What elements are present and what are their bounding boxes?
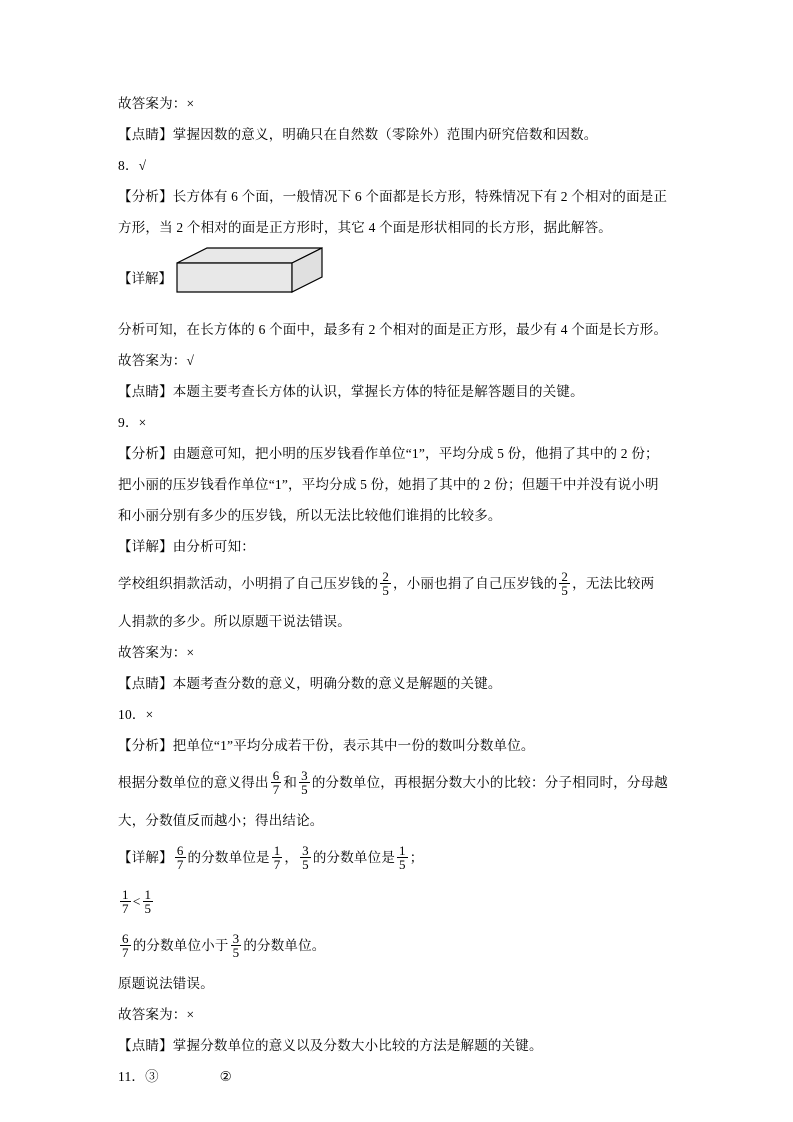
text-segment: ， (284, 850, 299, 865)
fraction-denominator: 5 (232, 945, 240, 961)
text-line: 故答案为：× (118, 645, 195, 660)
fraction-numerator: 1 (399, 842, 406, 858)
fraction-text-line (118, 836, 675, 880)
text-segment: 【详解】 (118, 850, 173, 865)
fraction-text-line (118, 761, 675, 805)
fraction-numerator: 6 (176, 842, 184, 858)
text-line: 【分析】把单位“1”平均分成若干份，表示其中一份的数叫分数单位。 (118, 738, 535, 753)
text-line: 分析可知，在长方体的 6 个面中，最多有 2 个相对的面是正方形，最少有 4 个面是长方形。 (118, 322, 668, 337)
cuboid-diagram (176, 247, 324, 310)
text-segment: ② (219, 1069, 232, 1084)
text-line: 故答案为：× (118, 1007, 195, 1022)
fraction-six-sevenths (120, 932, 131, 960)
fraction-numerator: 1 (122, 886, 129, 902)
text-line: 原题说法错误。 (118, 976, 214, 991)
text-line: 10．× (118, 707, 154, 722)
fraction-numerator: 3 (301, 767, 308, 783)
fraction-one-seventh (272, 844, 283, 872)
text-line: 【点睛】本题考查分数的意义，明确分数的意义是解题的关键。 (118, 676, 502, 691)
text-segment: 根据分数单位的意义得出 (118, 775, 269, 790)
text-line: 【点睛】本题主要考查长方体的认识，掌握长方体的特征是解答题目的关键。 (118, 384, 584, 399)
text-line: 【详解】由分析可知： (118, 539, 255, 554)
text-segment: 的分数单位是 (312, 850, 396, 865)
text-segment: 的分数单位小于 (132, 938, 229, 953)
fraction-numerator: 6 (272, 767, 280, 783)
fraction-six-sevenths (175, 844, 186, 872)
text-segment: 的分数单位。 (243, 938, 326, 953)
fraction-numerator: 2 (382, 568, 390, 584)
fraction-numerator: 3 (302, 842, 309, 858)
fraction-numerator: 1 (273, 842, 281, 858)
fraction-denominator: 7 (272, 782, 280, 798)
text-line: 8．√ (118, 158, 147, 173)
fraction-denominator: 5 (382, 583, 390, 599)
fraction-one-seventh (120, 888, 131, 916)
text-segment: 的分数单位，再根据分数大小的比较：分子相同时，分母越 (311, 775, 669, 790)
fraction-text-line (118, 562, 675, 606)
text-line: 把小丽的压岁钱看作单位“1”，平均分成 5 份，她捐了其中的 2 份；但题干中并没有说小明 (118, 477, 659, 492)
text-segment: ，无法比较两 (572, 576, 655, 591)
text-segment: ； (409, 850, 424, 865)
fraction-two-fifths (559, 570, 570, 598)
text-segment: 和 (283, 775, 298, 790)
fraction-numerator: 3 (232, 930, 240, 946)
text-line: 【分析】长方体有 6 个面，一般情况下 6 个面都是长方形，特殊情况下有 2 个相对的面是正 (118, 189, 668, 204)
fraction-three-fifths (231, 932, 242, 960)
fraction-two-fifths (380, 570, 391, 598)
fraction-numerator: 6 (122, 930, 129, 946)
text-line: 故答案为：√ (118, 353, 195, 368)
text-segment: 11．③ (118, 1069, 159, 1084)
fraction-denominator: 7 (122, 945, 129, 961)
fraction-denominator: 7 (273, 857, 281, 873)
fraction-six-sevenths (271, 769, 282, 797)
text-line: 人捐款的多少。所以原题干说法错误。 (118, 614, 351, 629)
text-line: 大，分数值反而越小；得出结论。 (118, 813, 324, 828)
fraction-denominator: 5 (301, 782, 308, 798)
text-line: 9．× (118, 415, 147, 430)
fraction-denominator: 7 (122, 901, 129, 917)
fraction-denominator: 5 (144, 901, 152, 917)
text-segment: 学校组织捐款活动，小明捐了自己压岁钱的 (118, 576, 379, 591)
fraction-denominator: 5 (302, 857, 309, 873)
less-than-symbol: < (132, 894, 141, 909)
fraction-numerator: 1 (144, 886, 152, 902)
inequality-line (118, 880, 675, 924)
detail-with-figure-row (118, 247, 675, 310)
text-line: 和小丽分别有多少的压岁钱，所以无法比较他们谁捐的比较多。 (118, 508, 502, 523)
fraction-denominator: 7 (176, 857, 184, 873)
text-segment: ，小丽也捐了自己压岁钱的 (393, 576, 558, 591)
fraction-denominator: 5 (561, 583, 569, 599)
text-line: 【详解】 (118, 271, 172, 286)
answer-line-11 (118, 1061, 675, 1092)
fraction-denominator: 5 (399, 857, 406, 873)
fraction-three-fifths (299, 769, 310, 797)
text-line: 故答案为：× (118, 96, 195, 111)
fraction-three-fifths (300, 844, 311, 872)
fraction-one-fifth (143, 888, 154, 916)
text-segment: 的分数单位是 (187, 850, 270, 865)
text-line: 【分析】由题意可知，把小明的压岁钱看作单位“1”，平均分成 5 份，他捐了其中的 2 份； (118, 446, 659, 461)
text-line: 方形，当 2 个相对的面是正方形时，其它 4 个面是形状相同的长方形，据此解答。 (118, 220, 612, 235)
fraction-text-line (118, 924, 675, 968)
text-line: 【点睛】掌握分数单位的意义以及分数大小比较的方法是解题的关键。 (118, 1038, 543, 1053)
text-line: 【点睛】掌握因数的意义，明确只在自然数（零除外）范围内研究倍数和因数。 (118, 127, 598, 142)
fraction-numerator: 2 (561, 568, 569, 584)
fraction-one-fifth (397, 844, 408, 872)
